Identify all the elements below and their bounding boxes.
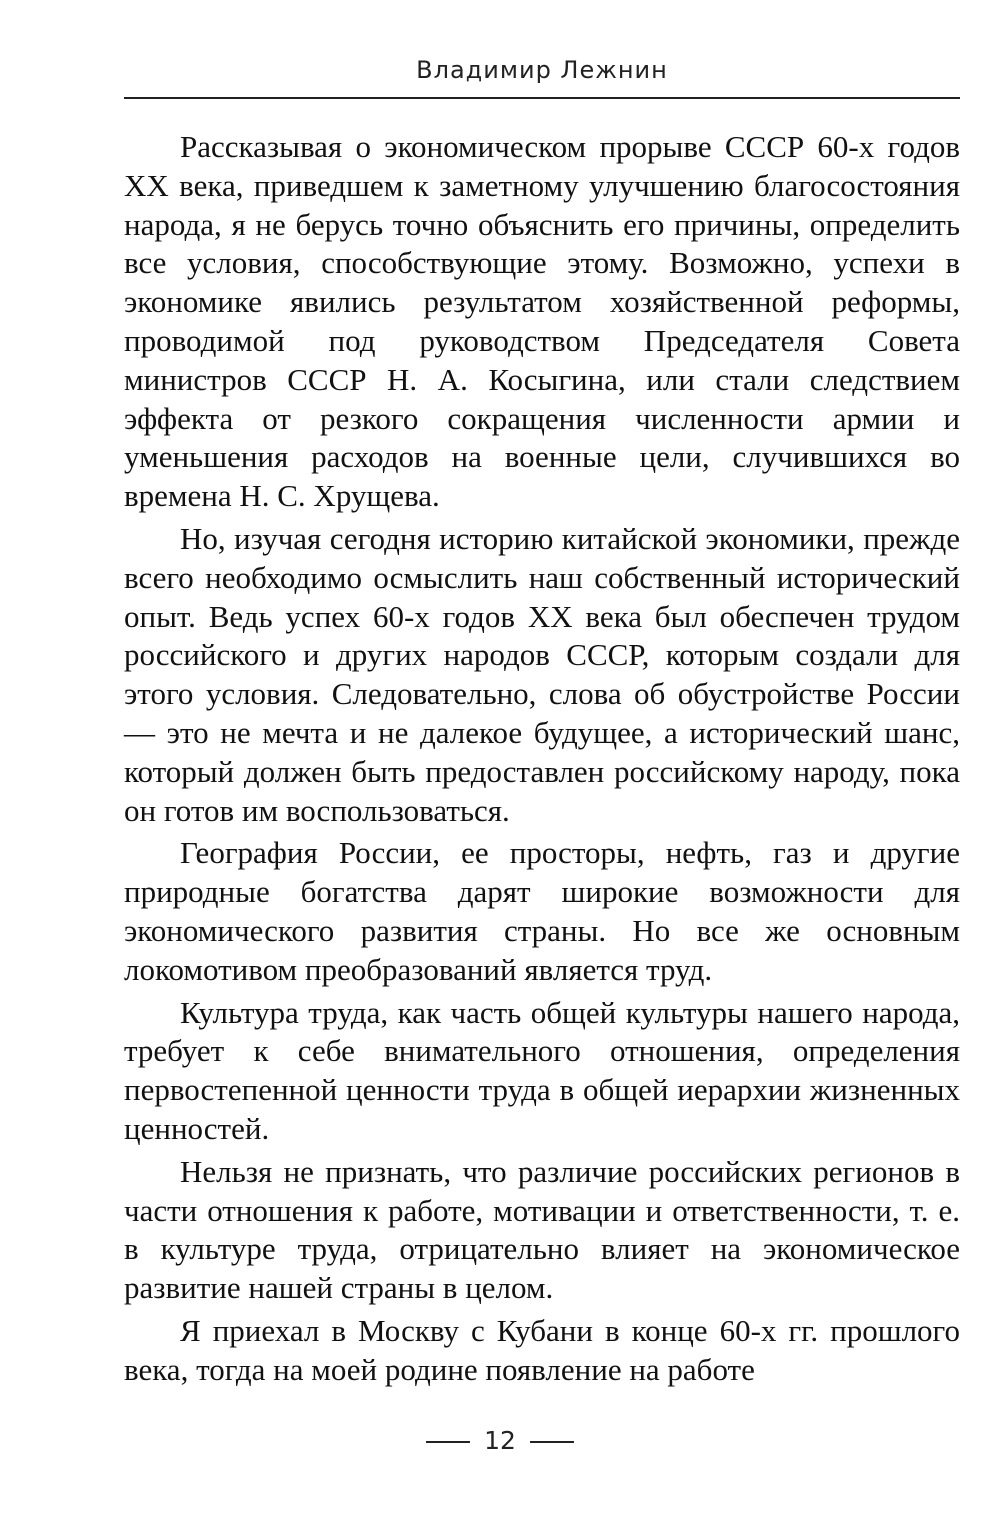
paragraph-4: Культура труда, как часть общей культуры нашего народа, требует к себе внимательного отношения, определения первостепенной ценности труда в общей иерархии жизненных ценностей.: [124, 994, 960, 1146]
paragraph-5: Нельзя не признать, что различие российских регионов в части отношения к работе, мотивации и ответственности, т. е. в культуре труда, отрицательно влияет на экономическое развитие нашей страны в целом.: [124, 1153, 960, 1306]
header-rule: [124, 97, 960, 99]
paragraph-3: География России, ее просторы, нефть, газ и другие природные богатства дарят широкие возможности для экономического развития страны. Но все же основным локомотивом преобразований является труд.: [124, 835, 960, 987]
folio-dash-right: [530, 1441, 574, 1443]
paragraph-1: Рассказывая о экономическом прорыве СССР 60-х годов XX века, приведшем к заметному улучшению благосостояния народа, я не берусь точно объяснить его причины, определить все условия, способствующие этому. Возможно, успехи в экономике явились результатом хозяйственной реформы, проводимой под руководством Председателя Совета министров СССР Н. А. Косыгина, или стали следствием эффекта от резкого сокращения численности армии и уменьшения расходов на военные цели, случившихся во времена Н. С. Хрущева.: [124, 129, 960, 514]
page-number: 12: [484, 1426, 516, 1455]
folio-dash-left: [426, 1441, 470, 1443]
page-number-footer: [0, 1426, 1000, 1455]
running-header-author: Владимир Лежнин: [416, 56, 668, 84]
body-text: [124, 128, 960, 1394]
paragraph-6: Я приехал в Москву с Кубани в конце 60-х гг. прошлого века, тогда на моей родине появление на работе: [124, 1312, 960, 1387]
paragraph-2: Но, изучая сегодня историю китайской экономики, прежде всего необходимо осмыслить наш собственный исторический опыт. Ведь успех 60-х годов XX века был обеспечен трудом российского и других народов СССР, которым создали для этого условия. Следовательно, слова об обустройстве России — это не мечта и не далекое будущее, а исторический шанс, который должен быть предоставлен российскому народу, пока он готов им воспользоваться.: [124, 520, 960, 828]
